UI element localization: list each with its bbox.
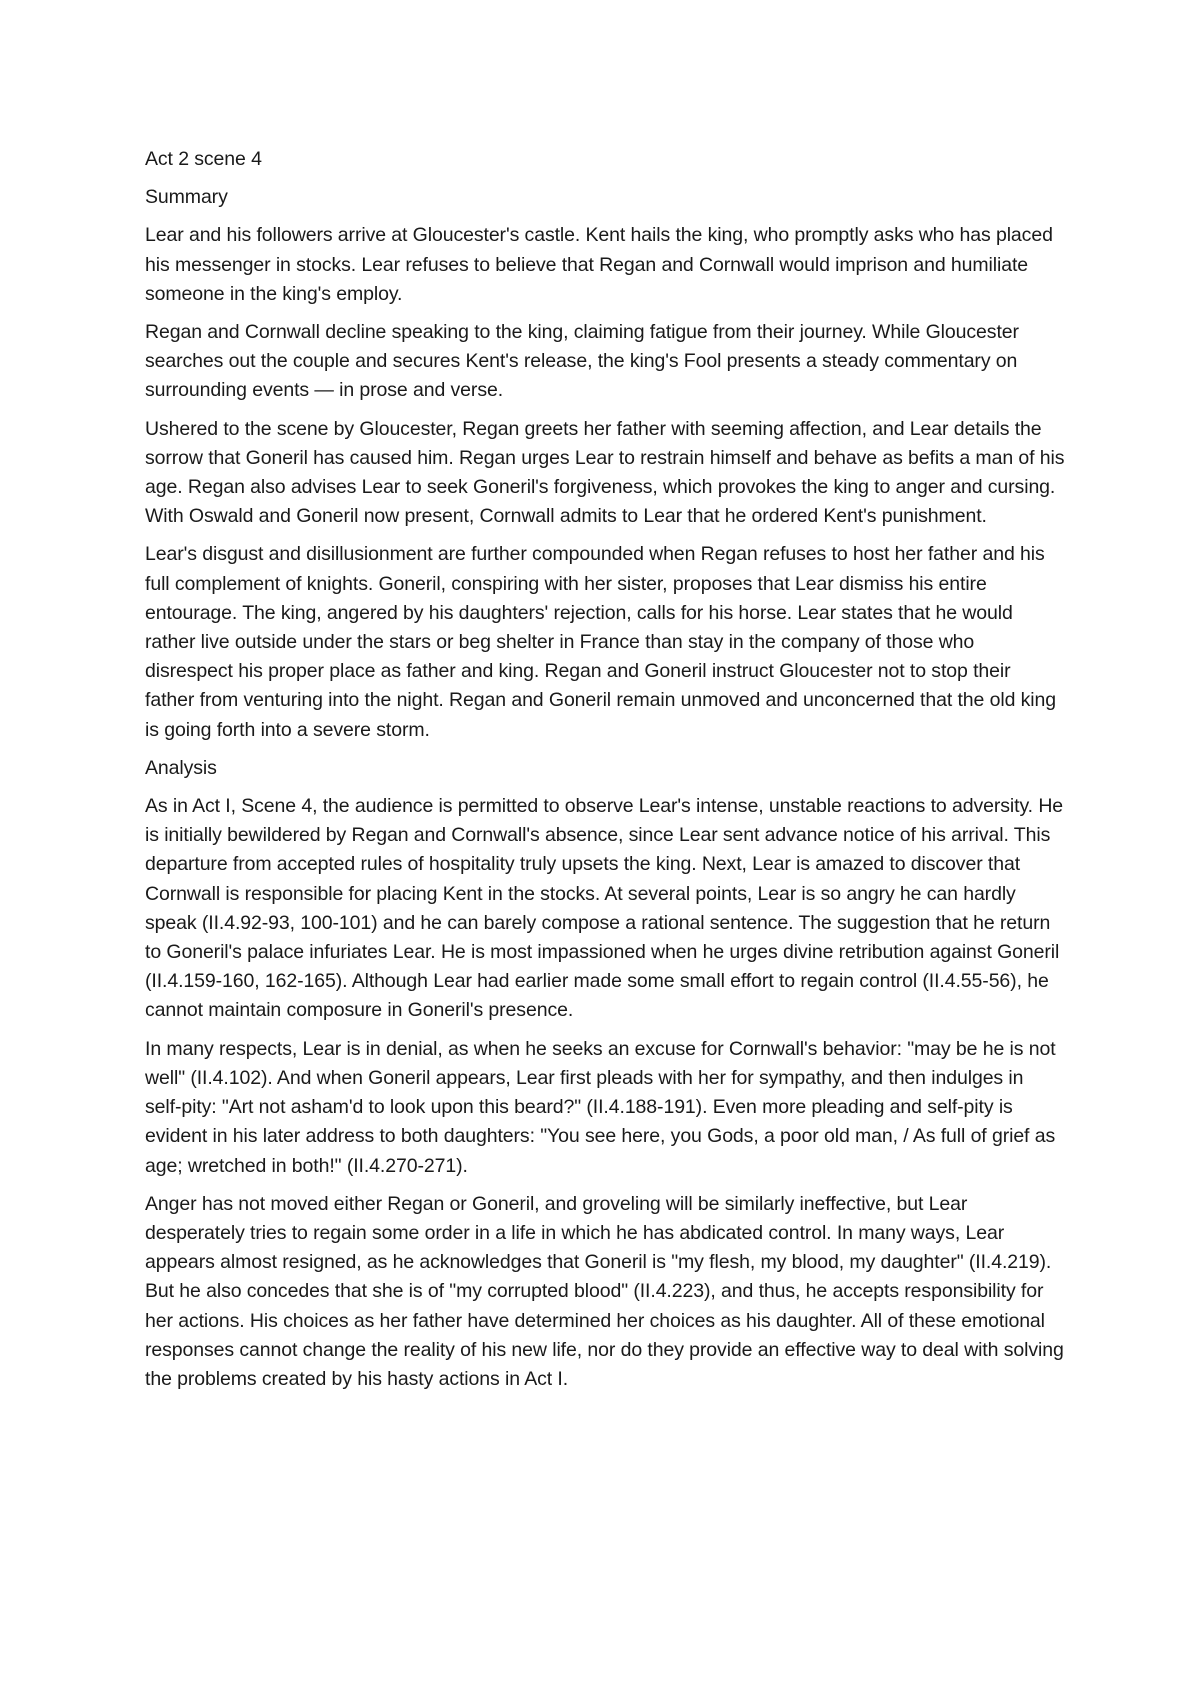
summary-paragraph-4: Lear's disgust and disillusionment are further compounded when Regan refuses to host her father and his full complement of knights. Goneril, conspiring with her sister, proposes that Lear dismiss his entire entourage. The king, angered by his daughters' rejection, calls for his horse. Lear states that he would rather live outside under the stars or beg shelter in France than stay in the company of those who disrespect his proper place as father and king. Regan and Goneril instruct Gloucester not to stop their father from venturing into the night. Regan and Goneril remain unmoved and unconcerned that the old king is going forth into a severe storm. <box>145 543 1057 741</box>
analysis-paragraph-1: As in Act I, Scene 4, the audience is permitted to observe Lear's intense, unstable reactions to adversity. He is initially bewildered by Regan and Cornwall's absence, since Lear sent advance notice of his arrival. This departure from accepted rules of hospitality truly upsets the king. Next, Lear is amazed to discover that Cornwall is responsible for placing Kent in the stocks. At several points, Lear is so angry he can hardly speak (II.4.92-93, 100-101) and he can barely compose a rational sentence. The suggestion that he return to Goneril's palace infuriates Lear. He is most impassioned when he urges divine retribution against Goneril (II.4.159-160, 162-165). Although Lear had earlier made some small effort to regain control (II.4.55-56), he cannot maintain composure in Goneril's presence. <box>145 795 1064 1022</box>
analysis-heading: Analysis <box>145 756 217 779</box>
document-page <box>145 145 1065 1403</box>
summary-paragraph-1: Lear and his followers arrive at Gloucester's castle. Kent hails the king, who promptly asks who has placed his messenger in stocks. Lear refuses to believe that Regan and Cornwall would imprison and humiliate someone in the king's employ. <box>145 224 1053 305</box>
summary-heading: Summary <box>145 186 228 209</box>
analysis-paragraph-2: In many respects, Lear is in denial, as when he seeks an excuse for Cornwall's behavior: "may be he is not well" (II.4.102). And when Goneril appears, Lear first pleads with her for sympathy, and then indulges in self-pity: "Art not asham'd to look upon this beard?" (II.4.188-191). Even more pleading and self-pity is evident in his later address to both daughters: "You see here, you Gods, a poor old man, / As full of grief as age; wretched in both!" (II.4.270-271). <box>145 1037 1056 1177</box>
summary-paragraph-3: Ushered to the scene by Gloucester, Regan greets her father with seeming affection, and Lear details the sorrow that Goneril has caused him. Regan urges Lear to restrain himself and behave as befits a man of his age. Regan also advises Lear to seek Goneril's forgiveness, which provokes the king to anger and cursing. With Oswald and Goneril now present, Cornwall admits to Lear that he ordered Kent's punishment. <box>145 417 1065 528</box>
analysis-paragraph-3: Anger has not moved either Regan or Goneril, and groveling will be similarly ineffective, but Lear desperately tries to regain some order in a life in which he has abdicated control. In many ways, Lear appears almost resigned, as he acknowledges that Goneril is "my flesh, my blood, my daughter" (II.4.219). But he also concedes that she is of "my corrupted blood" (II.4.223), and thus, he accepts responsibility for her actions. His choices as her father have determined her choices as his daughter. All of these emotional responses cannot change the reality of his new life, nor do they provide an effective way to deal with solving the problems created by his hasty actions in Act I. <box>145 1192 1064 1390</box>
document-title: Act 2 scene 4 <box>145 148 262 170</box>
summary-paragraph-2: Regan and Cornwall decline speaking to the king, claiming fatigue from their journey. While Gloucester searches out the couple and secures Kent's release, the king's Fool presents a steady commentary on surrounding events — in prose and verse. <box>145 321 1019 402</box>
